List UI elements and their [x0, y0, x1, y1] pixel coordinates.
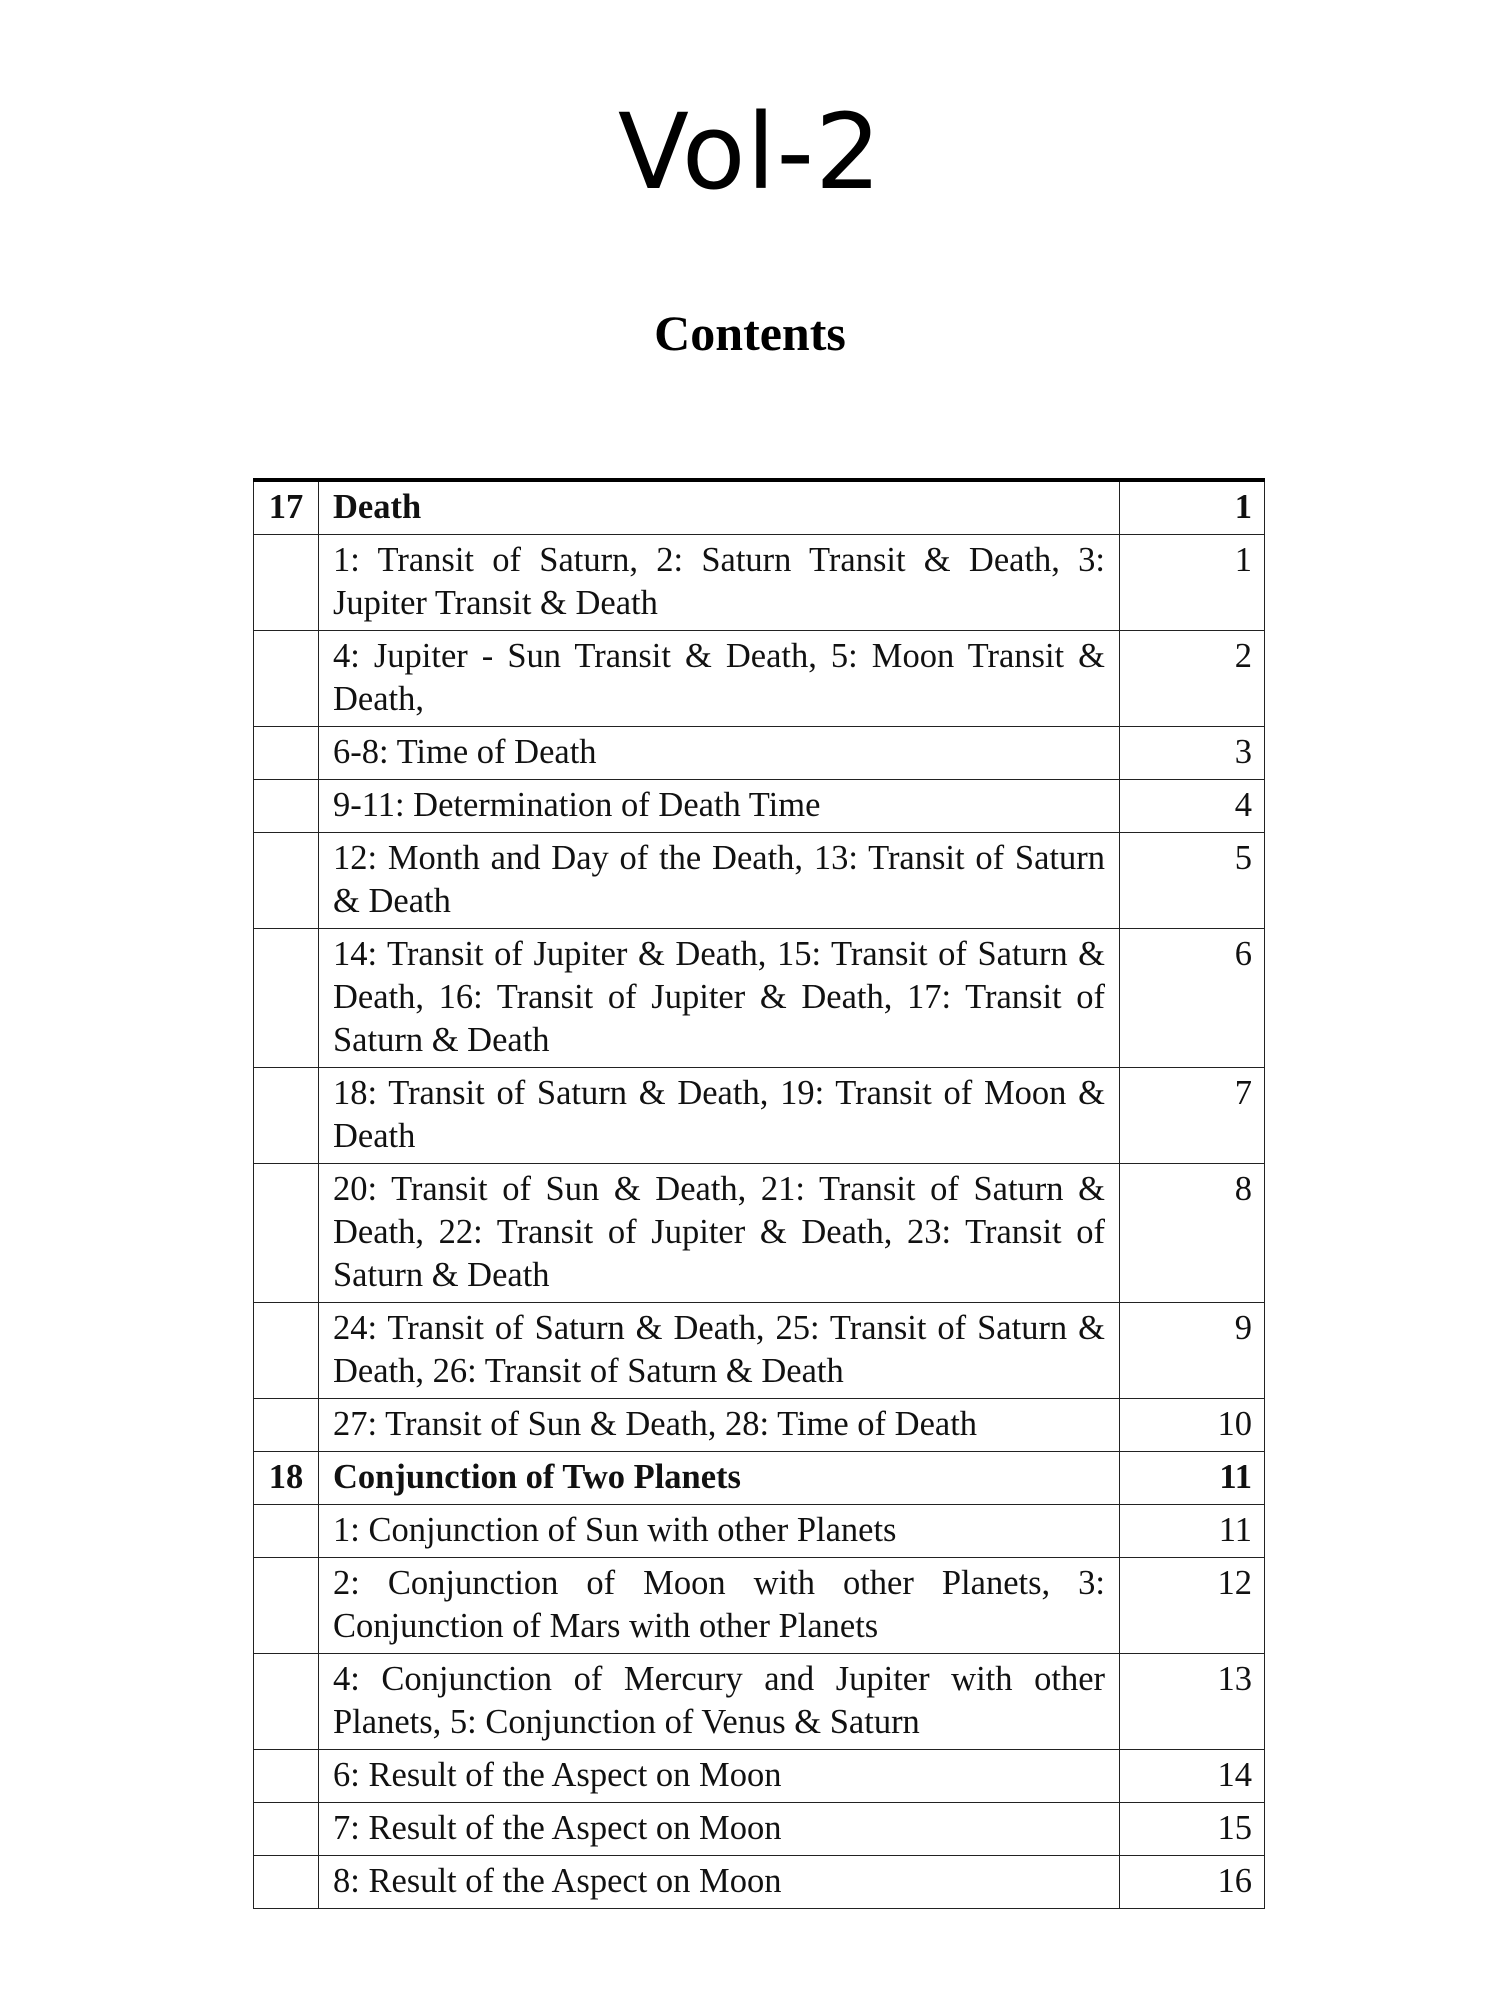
toc-section-row — [254, 535, 1265, 631]
page-number: 14 — [1120, 1750, 1265, 1803]
toc-section-row — [254, 727, 1265, 780]
section-description: 4: Conjunction of Mercury and Jupiter with other Planets, 5: Conjunction of Venus & Saturn — [319, 1654, 1120, 1750]
chapter-number — [254, 631, 319, 727]
toc-section-row — [254, 1750, 1265, 1803]
page-number: 11 — [1120, 1505, 1265, 1558]
toc-section-row — [254, 929, 1265, 1068]
section-description: 2: Conjunction of Moon with other Planets, 3: Conjunction of Mars with other Planets — [319, 1558, 1120, 1654]
section-description: 12: Month and Day of the Death, 13: Transit of Saturn & Death — [319, 833, 1120, 929]
section-description: 24: Transit of Saturn & Death, 25: Transit of Saturn & Death, 26: Transit of Saturn & Death — [319, 1303, 1120, 1399]
toc-section-row — [254, 1505, 1265, 1558]
contents-heading-text: Contents — [654, 305, 846, 361]
chapter-number — [254, 1164, 319, 1303]
chapter-number — [254, 535, 319, 631]
volume-title: Vol-2 — [617, 91, 883, 213]
toc-section-row — [254, 1856, 1265, 1909]
contents-heading — [0, 305, 1500, 361]
section-description: 4: Jupiter - Sun Transit & Death, 5: Moon Transit & Death, — [319, 631, 1120, 727]
chapter-number — [254, 780, 319, 833]
chapter-number — [254, 1505, 319, 1558]
page-number: 15 — [1120, 1803, 1265, 1856]
section-description: 1: Transit of Saturn, 2: Saturn Transit & Death, 3: Jupiter Transit & Death — [319, 535, 1120, 631]
table-of-contents — [253, 478, 1265, 1909]
toc-section-row — [254, 1164, 1265, 1303]
section-description: 7: Result of the Aspect on Moon — [319, 1803, 1120, 1856]
toc-section-row — [254, 780, 1265, 833]
toc-section-row — [254, 1558, 1265, 1654]
chapter-number — [254, 727, 319, 780]
page-number: 1 — [1120, 535, 1265, 631]
section-description: 6: Result of the Aspect on Moon — [319, 1750, 1120, 1803]
chapter-number — [254, 1303, 319, 1399]
page-number: 12 — [1120, 1558, 1265, 1654]
section-description: 20: Transit of Sun & Death, 21: Transit of Saturn & Death, 22: Transit of Jupiter & Death, 23: Transit of Saturn & Death — [319, 1164, 1120, 1303]
toc-section-row — [254, 1399, 1265, 1452]
page-number: 16 — [1120, 1856, 1265, 1909]
page-number: 1 — [1120, 480, 1265, 535]
section-description: 1: Conjunction of Sun with other Planets — [319, 1505, 1120, 1558]
page-number: 8 — [1120, 1164, 1265, 1303]
page-number: 10 — [1120, 1399, 1265, 1452]
chapter-number — [254, 1558, 319, 1654]
chapter-title: Conjunction of Two Planets — [319, 1452, 1120, 1505]
page-number: 3 — [1120, 727, 1265, 780]
chapter-number — [254, 929, 319, 1068]
chapter-number — [254, 1750, 319, 1803]
section-description: 8: Result of the Aspect on Moon — [319, 1856, 1120, 1909]
section-description: 9-11: Determination of Death Time — [319, 780, 1120, 833]
page-number: 2 — [1120, 631, 1265, 727]
chapter-number — [254, 1654, 319, 1750]
toc-section-row — [254, 833, 1265, 929]
page-number: 7 — [1120, 1068, 1265, 1164]
page-number: 6 — [1120, 929, 1265, 1068]
page-number: 5 — [1120, 833, 1265, 929]
section-description: 6-8: Time of Death — [319, 727, 1120, 780]
toc-section-row — [254, 1068, 1265, 1164]
chapter-number: 17 — [254, 480, 319, 535]
chapter-title: Death — [319, 480, 1120, 535]
page-number: 11 — [1120, 1452, 1265, 1505]
toc-chapter-row — [254, 480, 1265, 535]
toc-chapter-row — [254, 1452, 1265, 1505]
page-number: 4 — [1120, 780, 1265, 833]
chapter-number — [254, 1068, 319, 1164]
page-number: 13 — [1120, 1654, 1265, 1750]
page-number: 9 — [1120, 1303, 1265, 1399]
toc-section-row — [254, 1803, 1265, 1856]
toc-section-row — [254, 631, 1265, 727]
section-description: 14: Transit of Jupiter & Death, 15: Transit of Saturn & Death, 16: Transit of Jupiter & Death, 17: Transit of Saturn & Death — [319, 929, 1120, 1068]
section-description: 27: Transit of Sun & Death, 28: Time of Death — [319, 1399, 1120, 1452]
chapter-number: 18 — [254, 1452, 319, 1505]
section-description: 18: Transit of Saturn & Death, 19: Transit of Moon & Death — [319, 1068, 1120, 1164]
toc-section-row — [254, 1303, 1265, 1399]
chapter-number — [254, 1856, 319, 1909]
chapter-number — [254, 1803, 319, 1856]
toc-section-row — [254, 1654, 1265, 1750]
chapter-number — [254, 1399, 319, 1452]
chapter-number — [254, 833, 319, 929]
toc-body — [254, 480, 1265, 1909]
